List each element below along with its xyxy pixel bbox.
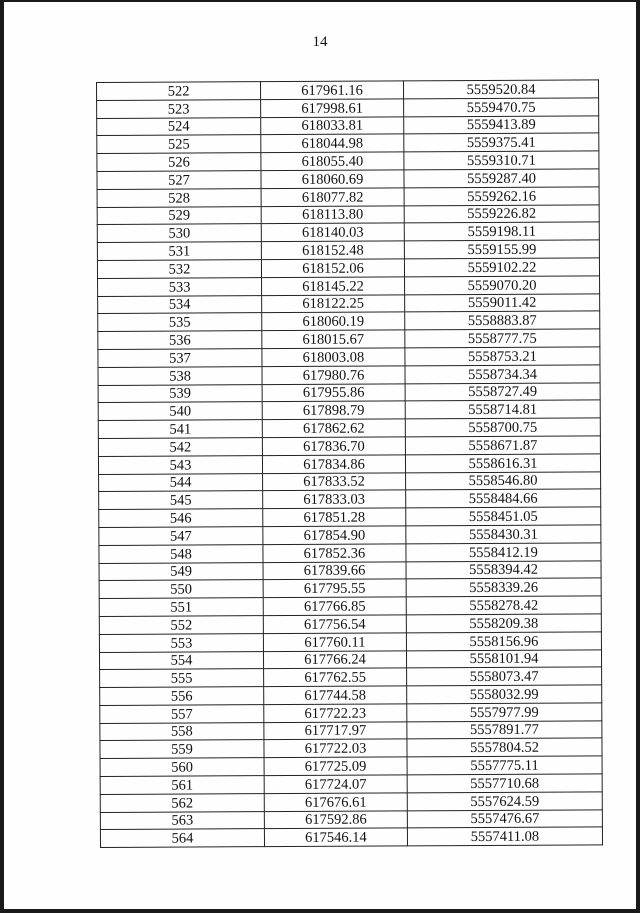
x-coordinate-cell: 617762.55 bbox=[264, 668, 407, 687]
coordinates-table bbox=[96, 79, 603, 848]
x-coordinate-cell: 618044.98 bbox=[261, 134, 404, 153]
y-coordinate-cell: 5558209.38 bbox=[406, 614, 601, 633]
point-number-cell: 536 bbox=[98, 331, 262, 350]
x-coordinate-cell: 617756.54 bbox=[263, 615, 406, 634]
y-coordinate-cell: 5557476.67 bbox=[407, 810, 602, 829]
table-row bbox=[100, 810, 602, 830]
x-coordinate-cell: 618060.19 bbox=[262, 312, 405, 331]
x-coordinate-cell: 618055.40 bbox=[261, 152, 404, 171]
point-number-cell: 530 bbox=[97, 224, 261, 243]
point-number-cell: 547 bbox=[99, 527, 263, 546]
x-coordinate-cell: 618003.08 bbox=[262, 348, 405, 367]
table-row bbox=[97, 258, 599, 278]
y-coordinate-cell: 5557775.11 bbox=[407, 756, 602, 775]
y-coordinate-cell: 5558278.42 bbox=[406, 596, 601, 615]
y-coordinate-cell: 5559375.41 bbox=[404, 133, 599, 152]
x-coordinate-cell: 617980.76 bbox=[262, 366, 405, 385]
y-coordinate-cell: 5559102.22 bbox=[404, 258, 599, 277]
point-number-cell: 542 bbox=[98, 438, 262, 457]
point-number-cell: 532 bbox=[97, 260, 261, 279]
x-coordinate-cell: 617955.86 bbox=[262, 383, 405, 402]
table-row bbox=[100, 774, 602, 794]
x-coordinate-cell: 617725.09 bbox=[264, 757, 407, 776]
table-row bbox=[98, 365, 600, 385]
y-coordinate-cell: 5558394.42 bbox=[406, 560, 601, 579]
x-coordinate-cell: 618077.82 bbox=[261, 188, 404, 207]
table-row bbox=[99, 614, 601, 634]
table-row bbox=[98, 400, 600, 420]
point-number-cell: 540 bbox=[98, 402, 262, 421]
y-coordinate-cell: 5559310.71 bbox=[404, 151, 599, 170]
x-coordinate-cell: 618145.22 bbox=[262, 277, 405, 296]
point-number-cell: 527 bbox=[97, 171, 261, 190]
y-coordinate-cell: 5558616.31 bbox=[405, 454, 600, 473]
point-number-cell: 555 bbox=[100, 669, 264, 688]
x-coordinate-cell: 617851.28 bbox=[263, 508, 406, 527]
y-coordinate-cell: 5558546.80 bbox=[406, 471, 601, 490]
table-row bbox=[100, 703, 602, 723]
point-number-cell: 534 bbox=[98, 295, 262, 314]
y-coordinate-cell: 5558412.19 bbox=[406, 543, 601, 562]
table-row bbox=[98, 329, 600, 349]
point-number-cell: 535 bbox=[98, 313, 262, 332]
y-coordinate-cell: 5558339.26 bbox=[406, 578, 601, 597]
table-row bbox=[98, 276, 600, 296]
point-number-cell: 562 bbox=[100, 794, 264, 813]
table-row bbox=[97, 204, 599, 224]
point-number-cell: 529 bbox=[97, 206, 261, 225]
table-row bbox=[99, 560, 601, 580]
y-coordinate-cell: 5558032.99 bbox=[407, 685, 602, 704]
table-row bbox=[97, 187, 599, 207]
table-row bbox=[99, 632, 601, 652]
x-coordinate-cell: 618152.06 bbox=[261, 259, 404, 278]
table-row bbox=[98, 311, 600, 331]
table-row bbox=[99, 596, 601, 616]
point-number-cell: 561 bbox=[100, 776, 264, 795]
table-row bbox=[100, 667, 602, 687]
x-coordinate-cell: 617998.61 bbox=[261, 99, 404, 118]
scan-edge-top bbox=[0, 0, 640, 2]
y-coordinate-cell: 5559413.89 bbox=[404, 115, 599, 134]
point-number-cell: 563 bbox=[100, 811, 264, 830]
point-number-cell: 531 bbox=[97, 242, 261, 261]
point-number-cell: 564 bbox=[100, 829, 264, 848]
table-row bbox=[100, 792, 602, 812]
y-coordinate-cell: 5558073.47 bbox=[407, 667, 602, 686]
y-coordinate-cell: 5558671.87 bbox=[405, 436, 600, 455]
x-coordinate-cell: 617676.61 bbox=[264, 793, 407, 812]
y-coordinate-cell: 5557977.99 bbox=[407, 703, 602, 722]
table-row bbox=[99, 507, 601, 527]
y-coordinate-cell: 5558101.94 bbox=[406, 649, 601, 668]
table-row bbox=[98, 436, 600, 456]
y-coordinate-cell: 5559226.82 bbox=[404, 204, 599, 223]
point-number-cell: 545 bbox=[99, 491, 263, 510]
table-row bbox=[99, 525, 601, 545]
point-number-cell: 544 bbox=[99, 473, 263, 492]
point-number-cell: 553 bbox=[99, 633, 263, 652]
point-number-cell: 556 bbox=[100, 687, 264, 706]
x-coordinate-cell: 617717.97 bbox=[264, 722, 407, 741]
table-row bbox=[98, 418, 600, 438]
x-coordinate-cell: 617722.03 bbox=[264, 739, 407, 758]
y-coordinate-cell: 5558734.34 bbox=[405, 365, 600, 384]
x-coordinate-cell: 617592.86 bbox=[264, 811, 407, 830]
table-row bbox=[98, 293, 600, 313]
table-row bbox=[99, 489, 601, 509]
table-row bbox=[97, 169, 599, 189]
table-row bbox=[97, 222, 599, 242]
point-number-cell: 548 bbox=[99, 544, 263, 563]
y-coordinate-cell: 5559262.16 bbox=[404, 187, 599, 206]
y-coordinate-cell: 5559287.40 bbox=[404, 169, 599, 188]
table-row bbox=[97, 240, 599, 260]
point-number-cell: 537 bbox=[98, 349, 262, 368]
coordinates-table-body bbox=[97, 80, 603, 848]
point-number-cell: 554 bbox=[99, 651, 263, 670]
point-number-cell: 560 bbox=[100, 758, 264, 777]
x-coordinate-cell: 618122.25 bbox=[262, 294, 405, 313]
point-number-cell: 524 bbox=[97, 117, 261, 136]
x-coordinate-cell: 617766.24 bbox=[263, 650, 406, 669]
y-coordinate-cell: 5558777.75 bbox=[405, 329, 600, 348]
y-coordinate-cell: 5557891.77 bbox=[407, 721, 602, 740]
scan-edge-right bbox=[636, 0, 640, 913]
point-number-cell: 526 bbox=[97, 153, 261, 172]
table-row bbox=[100, 721, 602, 741]
table-row bbox=[97, 151, 599, 171]
table-row bbox=[98, 454, 600, 474]
x-coordinate-cell: 617760.11 bbox=[263, 633, 406, 652]
x-coordinate-cell: 617546.14 bbox=[264, 828, 407, 847]
y-coordinate-cell: 5558430.31 bbox=[406, 525, 601, 544]
table-row bbox=[98, 382, 600, 402]
y-coordinate-cell: 5559070.20 bbox=[405, 276, 600, 295]
x-coordinate-cell: 617795.55 bbox=[263, 579, 406, 598]
y-coordinate-cell: 5558156.96 bbox=[406, 632, 601, 651]
scan-edge-left bbox=[0, 0, 4, 913]
table-row bbox=[97, 133, 599, 153]
table-row bbox=[98, 347, 600, 367]
y-coordinate-cell: 5557804.52 bbox=[407, 738, 602, 757]
x-coordinate-cell: 617836.70 bbox=[262, 437, 405, 456]
point-number-cell: 538 bbox=[98, 366, 262, 385]
x-coordinate-cell: 617854.90 bbox=[263, 526, 406, 545]
y-coordinate-cell: 5558700.75 bbox=[405, 418, 600, 437]
x-coordinate-cell: 617852.36 bbox=[263, 544, 406, 563]
x-coordinate-cell: 617839.66 bbox=[263, 561, 406, 580]
point-number-cell: 522 bbox=[97, 82, 261, 101]
table-row bbox=[100, 827, 602, 847]
table-row bbox=[99, 543, 601, 563]
x-coordinate-cell: 617766.85 bbox=[263, 597, 406, 616]
point-number-cell: 528 bbox=[97, 188, 261, 207]
table-row bbox=[99, 649, 601, 669]
y-coordinate-cell: 5558753.21 bbox=[405, 347, 600, 366]
table-row bbox=[99, 471, 601, 491]
x-coordinate-cell: 617833.52 bbox=[263, 472, 406, 491]
x-coordinate-cell: 617744.58 bbox=[264, 686, 407, 705]
point-number-cell: 525 bbox=[97, 135, 261, 154]
page-number: 14 bbox=[312, 34, 328, 50]
y-coordinate-cell: 5559198.11 bbox=[404, 222, 599, 241]
y-coordinate-cell: 5558883.87 bbox=[405, 311, 600, 330]
y-coordinate-cell: 5558714.81 bbox=[405, 400, 600, 419]
table-row bbox=[97, 80, 599, 100]
point-number-cell: 552 bbox=[99, 616, 263, 635]
y-coordinate-cell: 5558451.05 bbox=[406, 507, 601, 526]
table-row bbox=[97, 115, 599, 135]
scan-edge-bottom bbox=[0, 909, 640, 913]
table-row bbox=[100, 738, 602, 758]
point-number-cell: 549 bbox=[99, 562, 263, 581]
x-coordinate-cell: 617722.23 bbox=[264, 704, 407, 723]
point-number-cell: 546 bbox=[99, 509, 263, 528]
point-number-cell: 543 bbox=[98, 455, 262, 474]
y-coordinate-cell: 5558484.66 bbox=[406, 489, 601, 508]
y-coordinate-cell: 5558727.49 bbox=[405, 382, 600, 401]
x-coordinate-cell: 618140.03 bbox=[261, 223, 404, 242]
point-number-cell: 557 bbox=[100, 705, 264, 724]
x-coordinate-cell: 617898.79 bbox=[262, 401, 405, 420]
x-coordinate-cell: 617862.62 bbox=[262, 419, 405, 438]
y-coordinate-cell: 5557624.59 bbox=[407, 792, 602, 811]
table-row bbox=[99, 578, 601, 598]
point-number-cell: 551 bbox=[99, 598, 263, 617]
point-number-cell: 541 bbox=[98, 420, 262, 439]
y-coordinate-cell: 5559520.84 bbox=[403, 80, 598, 99]
table-row bbox=[97, 98, 599, 118]
point-number-cell: 539 bbox=[98, 384, 262, 403]
x-coordinate-cell: 618015.67 bbox=[262, 330, 405, 349]
point-number-cell: 523 bbox=[97, 99, 261, 118]
x-coordinate-cell: 617961.16 bbox=[261, 81, 404, 100]
x-coordinate-cell: 618060.69 bbox=[261, 170, 404, 189]
table-row bbox=[100, 756, 602, 776]
point-number-cell: 533 bbox=[98, 277, 262, 296]
y-coordinate-cell: 5559470.75 bbox=[404, 98, 599, 117]
table-row bbox=[100, 685, 602, 705]
x-coordinate-cell: 617833.03 bbox=[263, 490, 406, 509]
y-coordinate-cell: 5557710.68 bbox=[407, 774, 602, 793]
point-number-cell: 559 bbox=[100, 740, 264, 759]
x-coordinate-cell: 618033.81 bbox=[261, 116, 404, 135]
x-coordinate-cell: 618152.48 bbox=[261, 241, 404, 260]
y-coordinate-cell: 5559155.99 bbox=[404, 240, 599, 259]
x-coordinate-cell: 618113.80 bbox=[261, 205, 404, 224]
x-coordinate-cell: 617724.07 bbox=[264, 775, 407, 794]
point-number-cell: 558 bbox=[100, 722, 264, 741]
x-coordinate-cell: 617834.86 bbox=[262, 455, 405, 474]
y-coordinate-cell: 5557411.08 bbox=[407, 827, 602, 846]
point-number-cell: 550 bbox=[99, 580, 263, 599]
y-coordinate-cell: 5559011.42 bbox=[405, 293, 600, 312]
